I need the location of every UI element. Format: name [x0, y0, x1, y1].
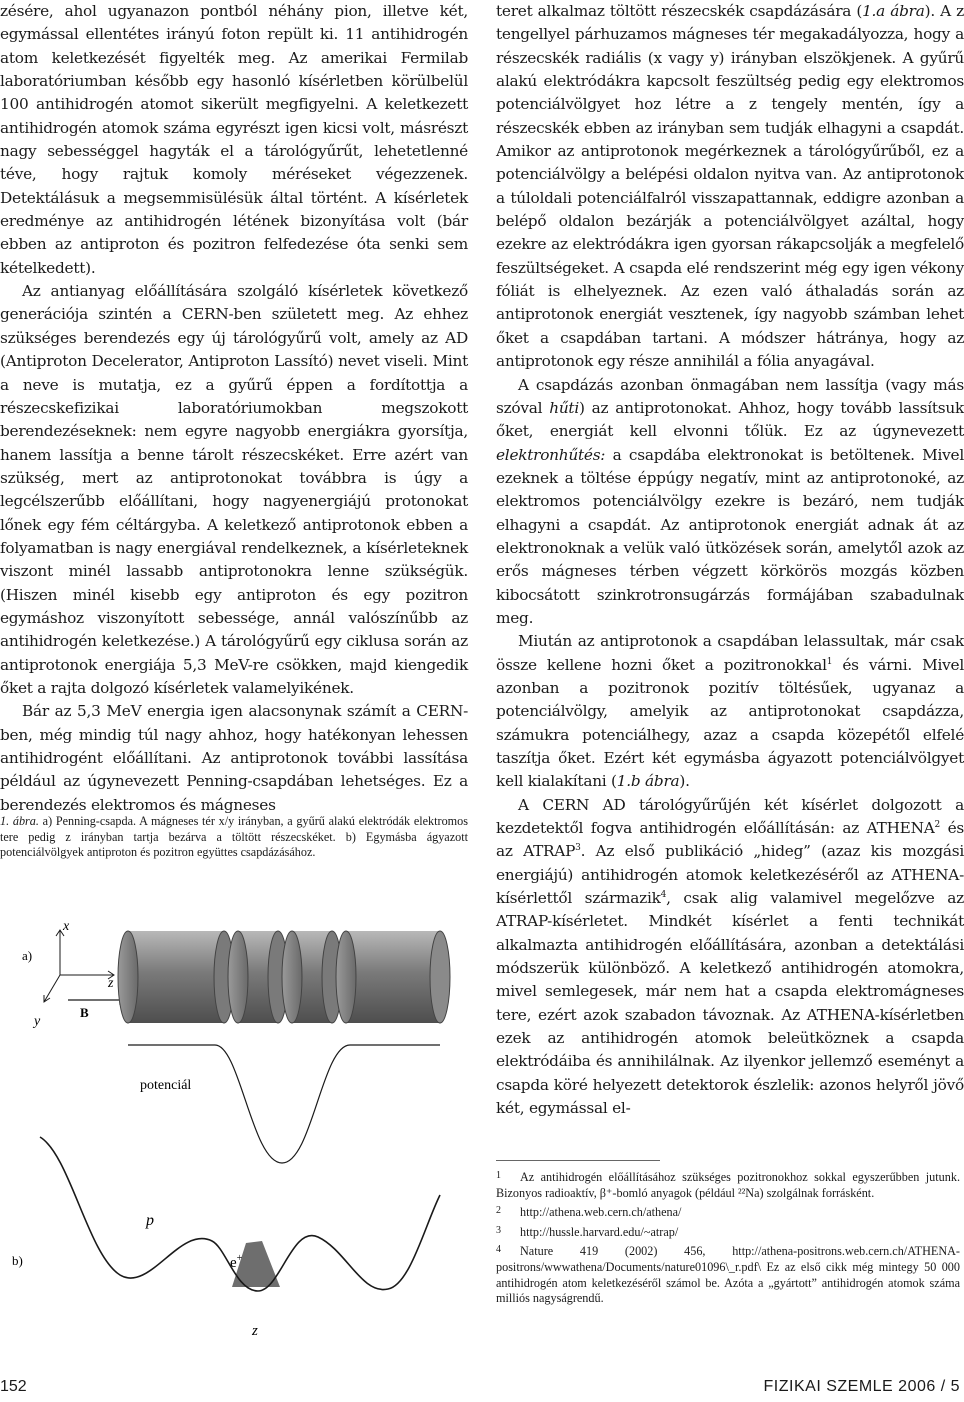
- penning-trap-figure: [0, 905, 480, 1375]
- particle-p-label: p: [146, 1212, 154, 1229]
- electrode-cylinders: [118, 931, 450, 1023]
- electrode-4: [336, 931, 450, 1023]
- paragraph: Miután az antiprotonok a csapdában lelassultak, már csak össze kellene hozni őket a pozitronokkal$^1$ és várni. Mivel azonban a pozitronok pozitív töltésűek, ugyanaz a potenciálvölgy, amelyik az antiprotonokat csapdázza, számukra potenciálhegy, azaz a csapda közepétől elfelé taszítja őket. Ezért két egymásba ágyazott potenciálvölgyet kell kialakítani (1.b ábra).: [496, 632, 964, 791]
- panel-b-label: b): [12, 1253, 23, 1268]
- footnote-ref: 1: [826, 656, 833, 667]
- footnote: 2 http://athena.web.cern.ch/athena/: [496, 1205, 682, 1220]
- panel-a-label: a): [22, 948, 33, 963]
- electrode-2: [228, 931, 288, 1023]
- axis-y-label: y: [34, 1014, 41, 1029]
- particle-e-sup: +: [236, 1253, 243, 1264]
- nested-potential-wells: [40, 1137, 440, 1291]
- left-column: [0, 0, 468, 817]
- footnote: 4 Nature 419 (2002) 456, http://athena-positrons.web.cern.ch/ATHENA-positrons/wwwathena/Documents/nature01096\_r.pdf\ Ez az első cikk még mintegy 50 000 antihidrogén atom keletkezéséről számol be. Azóta a „gyártott” antihidrogén atomok száma milliós nagyságrendű.: [496, 1244, 960, 1306]
- paragraph: A csapdázás azonban önmagában nem lassítja (vagy más szóval hűti) az antiprotonokat. Ahhoz, hogy tovább lassítsuk őket, energiát kell elvonni tőlük. Ez az úgynevezett elektronhűtés: a csapdába elektronokat is betöltenek. Mivel ezeknek a töltése éppúgy negatív, mint az antiprotonoké, az elektromos potenciálvölgy ezekre is bezáró, nem tudják elhagyni a csapdát. Az antiprotonok energiát adnak át az elektronoknak a velük való ütközések során, amelytől azok az erős mágneses térben végzett körkörös mozgás közben kibocsátott szinkrotronsugárzás formájában szabadulnak meg.: [496, 375, 964, 627]
- paragraph: Bár az 5,3 MeV energia igen alacsonynak számít a CERN-ben, még mindig túl nagy ahhoz, hogy hatékonyan lehessen antihidrogént előállítani. Az antiprotonok további lassítása például az úgynevezett Penning-csapdában lehetséges. Ez a berendezés elektromos és mágneses: [0, 702, 468, 814]
- paragraph: teret alkalmaz töltött részecskék csapdázására (1.a ábra). A z tengellyel párhuzamos mágneses tér megakadályozza, hogy a részecskék radiális (x vagy y) irányban elszökjenek. A gyűrű alakú elektródákra kapcsolt feszültség pedig egy elektromos potenciálvölgyet hoz létre a z tengely mentén, így a részecskék ebben az irányban sem tudják elhagyni a csapdát. Amikor az antiprotonok megérkeznek a tárológyűrűből, ez a potenciálvölgy a belépési oldalon nyitva van. Az antiprotonok a túloldali potenciálfalról visszapattannak, eddigre azonban a belépő oldalon bezárják a potenciálvölgyet azáltal, hogy ezekre az elektródákra igen gyorsan rákapcsolják a megfelelő feszültségeket. A csapda elé rendszerint még egy igen vékony fóliát is elhelyeznek. Az ezen való áthaladás során az antiprotonok energiát vesztenek, így nagyobb számban lehet őket a csapdában tartani. A módszer hátránya, hogy az antiprotonok egy része annihilál a fólia anyagával.: [496, 2, 964, 371]
- footnote-divider: [496, 1160, 660, 1161]
- particle-e-text: e: [230, 1255, 237, 1271]
- potential-curve-a: [128, 1045, 440, 1163]
- journal-title: FIZIKAI SZEMLE 2006 / 5: [763, 1378, 960, 1395]
- paragraph: zésére, ahol ugyanazon pontból néhány pion, illetve két, egymással ellentétes irányú foton repült ki. 11 antihidrogén atom keletkezését figyelték meg. Az amerikai Fermilab laboratóriumban később egy hasonló kísérletben körülbelül 100 antihidrogén atomot sikerült megfigyelni. A keletkezett antihidrogén atomok száma egyrészt igen kicsi volt, másrészt nagy sebességgel hagyták el a tárológyűrűt, lehetetlenné téve, hogy rajtuk komoly méréseket végezzenek. Detektálásuk a megsemmisülésük által történt. A kísérletek eredménye az antihidrogén létének bizonyítása volt (bár ebben az antiproton és pozitron felfedezése óta senki sem kételkedett).: [0, 2, 468, 277]
- right-column: [496, 0, 964, 1121]
- caption-text: a) Penning-csapda. A mágneses tér x/y irányban, a gyűrű alakú elektródák elektromos tere pedig z irányban tartja bezárva a töltött részecskéket. b) Egymásba ágyazott potenciálvölgyek antiproton és pozitron együttes csapdázásához.: [0, 814, 469, 860]
- page-number: 152: [0, 1378, 27, 1395]
- footnote: 1 Az antihidrogén előállításához szükséges pozitronokhoz sokkal egyszerűbben jutunk. Bizonyos radioaktív, β⁺-bomló anyagok (például ²²Na) szolgálnak forrásként.: [496, 1170, 960, 1200]
- electrode-3: [282, 931, 342, 1023]
- axes-diagram: [44, 930, 114, 1002]
- footnote-ref: 4: [660, 889, 667, 900]
- figure-ref: 1.b ábra: [616, 772, 680, 791]
- footnote-ref: 2: [934, 819, 941, 830]
- caption-label: 1. ábra.: [0, 814, 39, 828]
- footnote-ref: 3: [575, 843, 581, 854]
- axis-z-b-label: z: [252, 1323, 258, 1339]
- paragraph: Az antianyag előállítására szolgáló kísérletek következő generációja szintén a CERN-ben született meg. Az ehhez szükséges berendezés egy új tárológyűrű volt, amely az AD (Antiproton Decelerator, Antiproton Lassító) nevet viseli. Mint a neve is mutatja, ez a gyűrű éppen a fordítottja a részecskefizikai laboratóriumokban megszokott berendezéseknek: nem egyre nagyobb energiákra gyorsítja, hanem lassítja a benne tárolt részecskéket. Erre azért van szükség, mert az antiprotonokat továbbra is úgy a legcélszerűbb előállítani, hogy nagyenergiájú protonokat lőnek egy fém céltárgyba. A keletkező antiprotonok ebben a folyamatban is nagy energiával rendelkeznek, a kísérleteknek viszont minél lassabb antiprotonokra lenne szükségük. (Hiszen minél kisebb egy antiproton és egy pozitron egymáshoz viszonyított sebessége, annál valószínűbb az antihidrogén keletkezése.) A tárológyűrű egy ciklusa során az antiprotonok energiája 5,3 MeV-re csökken, majd kiengedik őket a rajta dolgozó kísérletek valamelyikének.: [0, 282, 468, 697]
- figure-caption: [0, 814, 468, 861]
- paragraph: A CERN AD tárológyűrűjén két kísérlet dolgozott a kezdetektől fogva antihidrogén előállításán: az ATHENA$^2$ és az ATRAP$^3$. Az első publikáció „hideg” (azaz kis mozgási energiájú) antihidrogén atomok keletkezéséről az ATHENA-kísérlettől származik$^4$, csak alig valamivel megelőzve az ATRAP-kísérletet. Mindkét kísérlet a fenti technikát alkalmazta antihidrogén előállítására, azonban a detektálási módszerük különböző. A keletkező antihidrogén atomokra, mivel semlegesek, már nem hat a csapda elektromágneses tere, ezért azok szabadon távoznak. Az ATHENA-kísérletben ezek az antihidrogén atomok beleütköznek a csapda elektródáiba és annihilálnak. Az ilyenkor jellemző eseményt a csapda köré helyezett detektorok észlelik: azonos helyről jövő két, egymással el-: [496, 795, 964, 1118]
- axis-z-label: z: [108, 976, 114, 991]
- electrode-1: [118, 931, 234, 1023]
- potential-label: potenciál: [140, 1078, 192, 1093]
- axis-x-label: x: [63, 919, 70, 934]
- b-field-label: B: [80, 1005, 89, 1020]
- footnotes: [496, 1168, 960, 1309]
- footnote: 3 http://hussle.harvard.edu/~atrap/: [496, 1224, 679, 1239]
- figure-ref: 1.a ábra: [862, 2, 925, 20]
